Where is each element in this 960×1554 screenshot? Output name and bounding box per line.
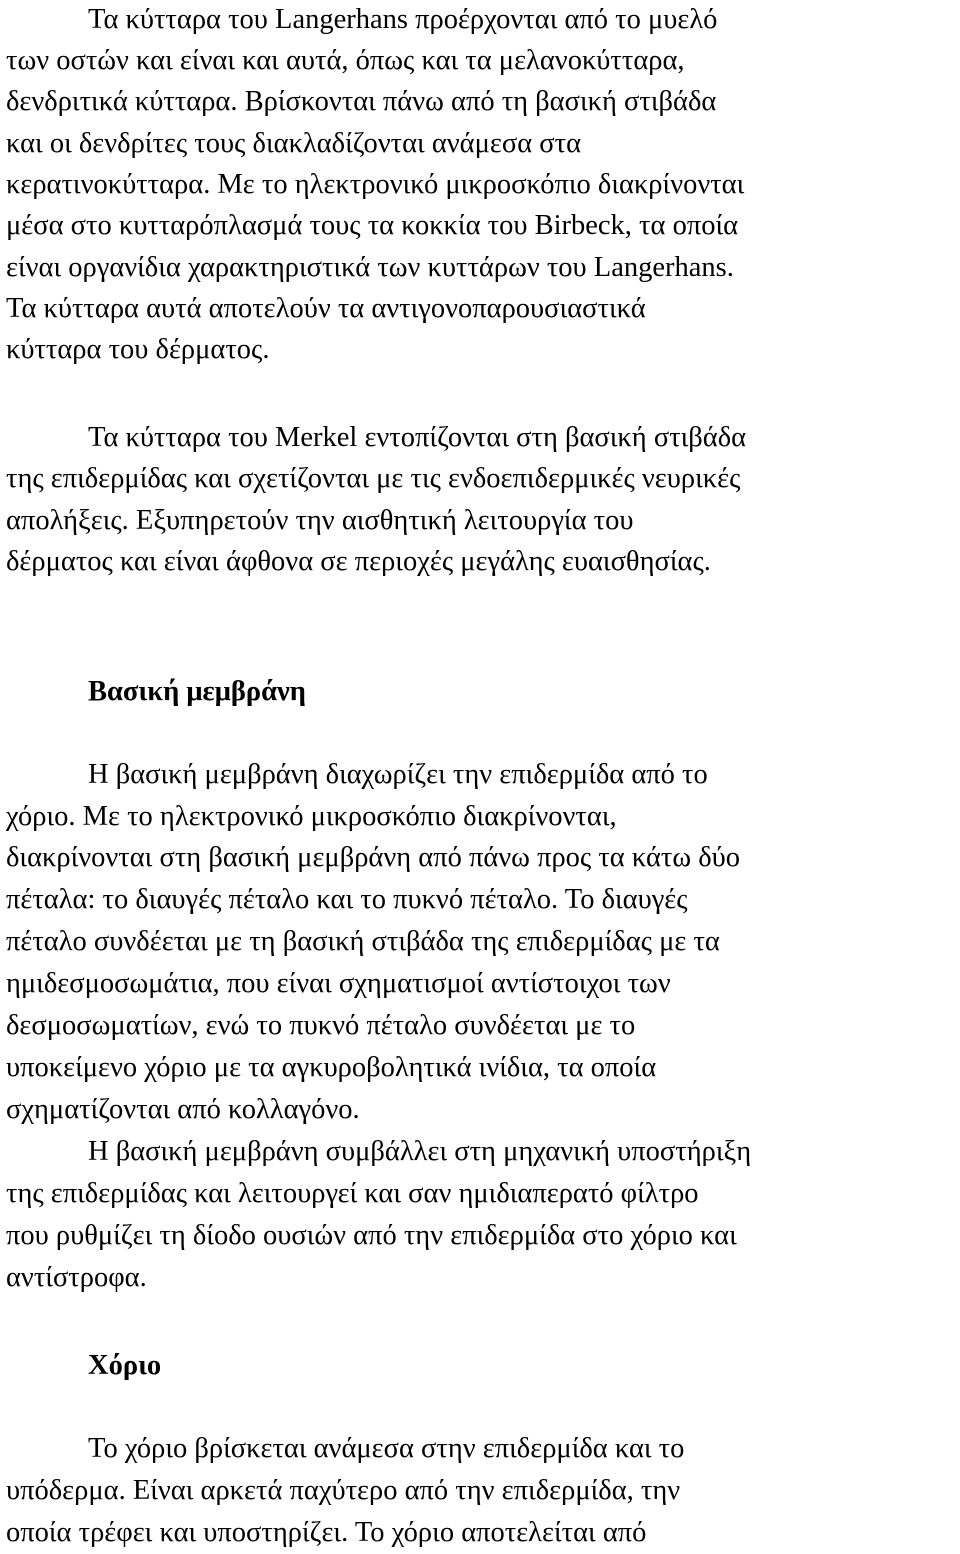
- text-line: πέταλο συνδέεται με τη βασική στιβάδα της επιδερμίδας με τα: [6, 926, 720, 957]
- text-line: πέταλα: το διαυγές πέταλο και το πυκνό πέταλο. Το διαυγές: [6, 884, 688, 915]
- text-line: χόριο. Με το ηλεκτρονικό μικροσκόπιο διακρίνονται,: [6, 801, 617, 832]
- text-line: της επιδερμίδας και λειτουργεί και σαν ημιδιαπερατό φίλτρο: [6, 1178, 699, 1209]
- text-line: δεσμοσωματίων, ενώ το πυκνό πέταλο συνδέεται με το: [6, 1010, 636, 1041]
- text-line: κερατινοκύτταρα. Με το ηλεκτρονικό μικροσκόπιο διακρίνονται: [6, 169, 745, 200]
- text-line: μέσα στο κυτταρόπλασμά τους τα κοκκία του Birbeck, τα οποία: [6, 210, 739, 241]
- text-line: που ρυθμίζει τη δίοδο ουσιών από την επιδερμίδα στο χόριο και: [6, 1220, 737, 1251]
- text-line: δενδριτικά κύτταρα. Βρίσκονται πάνω από τη βασική στιβάδα: [6, 86, 717, 117]
- text-line: αντίστροφα.: [6, 1262, 147, 1293]
- text-line: των οστών και είναι και αυτά, όπως και τα μελανοκύτταρα,: [6, 45, 685, 76]
- section-heading-dermis: Χόριο: [88, 1350, 162, 1381]
- text-line: Τα κύτταρα του Langerhans προέρχονται από το μυελό: [88, 4, 718, 35]
- text-line: Η βασική μεμβράνη συμβάλλει στη μηχανική υποστήριξη: [88, 1136, 752, 1167]
- text-line: της επιδερμίδας και σχετίζονται με τις ενδοεπιδερμικές νευρικές: [6, 463, 741, 494]
- text-line: είναι οργανίδια χαρακτηριστικά των κυττάρων του Langerhans.: [6, 252, 734, 283]
- text-line: απολήξεις. Εξυπηρετούν την αισθητική λειτουργία του: [6, 505, 634, 536]
- text-line: και οι δενδρίτες τους διακλαδίζονται ανάμεσα στα: [6, 128, 581, 159]
- text-line: δέρματος και είναι άφθονα σε περιοχές μεγάλης ευαισθησίας.: [6, 546, 711, 577]
- text-line: κύτταρα του δέρματος.: [6, 334, 270, 365]
- text-line: υπόδερμα. Είναι αρκετά παχύτερο από την επιδερμίδα, την: [6, 1475, 681, 1506]
- text-line: οποία τρέφει και υποστηρίζει. Το χόριο αποτελείται από: [6, 1517, 647, 1548]
- text-line: Η βασική μεμβράνη διαχωρίζει την επιδερμίδα από το: [88, 759, 708, 790]
- text-line: Τα κύτταρα αυτά αποτελούν τα αντιγονοπαρουσιαστικά: [6, 293, 646, 324]
- section-heading-basement-membrane: Βασική μεμβράνη: [88, 676, 306, 707]
- text-line: διακρίνονται στη βασική μεμβράνη από πάνω προς τα κάτω δύο: [6, 842, 741, 873]
- text-line: υποκείμενο χόριο με τα αγκυροβολητικά ινίδια, τα οποία: [6, 1052, 657, 1083]
- text-line: σχηματίζονται από κολλαγόνο.: [6, 1094, 360, 1125]
- text-line: ημιδεσμοσωμάτια, που είναι σχηματισμοί αντίστοιχοι των: [6, 968, 671, 999]
- text-line: Τα κύτταρα του Merkel εντοπίζονται στη βασική στιβάδα: [88, 422, 747, 453]
- text-line: Το χόριο βρίσκεται ανάμεσα στην επιδερμίδα και το: [88, 1433, 685, 1464]
